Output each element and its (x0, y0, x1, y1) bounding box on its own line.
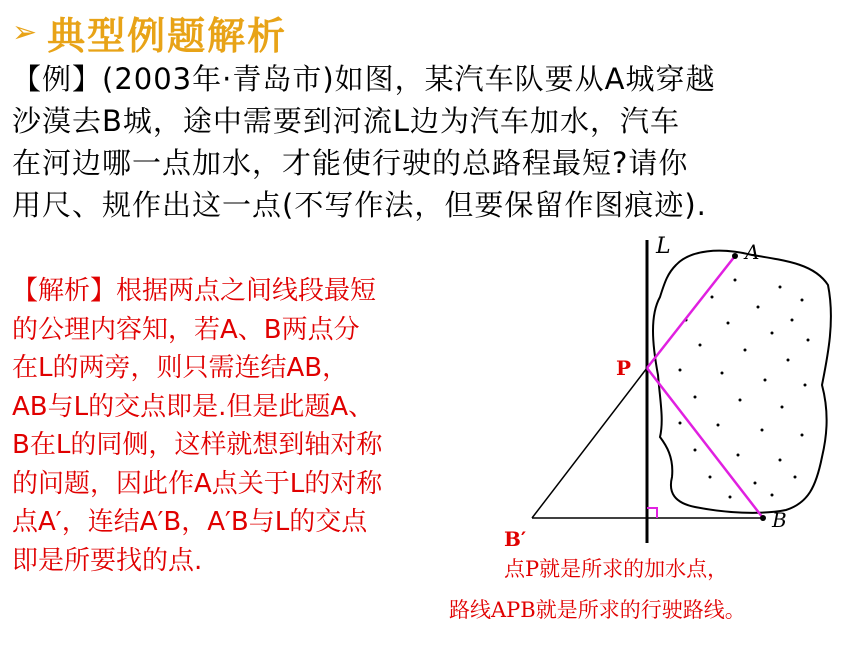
label-P: P (616, 356, 632, 380)
problem-line: 【例】(2003年·青岛市)如图，某汽车队要从A城穿越 (12, 62, 716, 96)
segment-A-P (647, 256, 735, 368)
analysis-line: AB与L的交点即是.但是此题A、 (12, 391, 375, 422)
analysis-line: 【解析】根据两点之间线段最短 (12, 276, 377, 306)
label-A: A (745, 240, 760, 264)
analysis-line: 在L的两旁，则只需连结AB， (12, 353, 349, 383)
label-L: L (656, 234, 671, 259)
segment-Bprime-P (532, 368, 647, 518)
problem-statement (12, 58, 842, 226)
point-A (732, 253, 738, 259)
label-B: B (772, 508, 787, 532)
desert-dots (679, 279, 810, 499)
caption-line-1: 点P就是所求的加水点， (504, 557, 729, 581)
point-B (760, 515, 766, 521)
problem-line: 在河边哪一点加水，才能使行驶的总路程最短?请你 (12, 146, 689, 180)
geometry-figure (490, 225, 860, 555)
title-text: 典型例题解析 (47, 12, 288, 58)
analysis-line: B在L的同侧，这样就想到轴对称 (12, 430, 383, 460)
analysis-line: 点A′，连结A′B，A′B与L的交点 (12, 507, 368, 537)
analysis-line: 的公理内容知，若A、B两点分 (12, 314, 360, 345)
slide-title (12, 6, 287, 58)
problem-line: 沙漠去B城，途中需要到河流L边为汽车加水，汽车 (12, 104, 681, 138)
triangle-bullet-icon: ➢ (12, 14, 38, 50)
analysis-line: 即是所要找的点. (12, 545, 203, 576)
analysis-line: 的问题，因此作A点关于L的对称 (12, 468, 383, 499)
analysis-text (12, 272, 452, 580)
desert-outline (653, 251, 831, 513)
problem-line: 用尺、规作出这一点(不写作法，但要保留作图痕迹). (12, 188, 707, 222)
caption-line-2: 路线APB就是所求的行驶路线。 (449, 598, 746, 622)
label-Bprime: B′ (504, 527, 527, 551)
